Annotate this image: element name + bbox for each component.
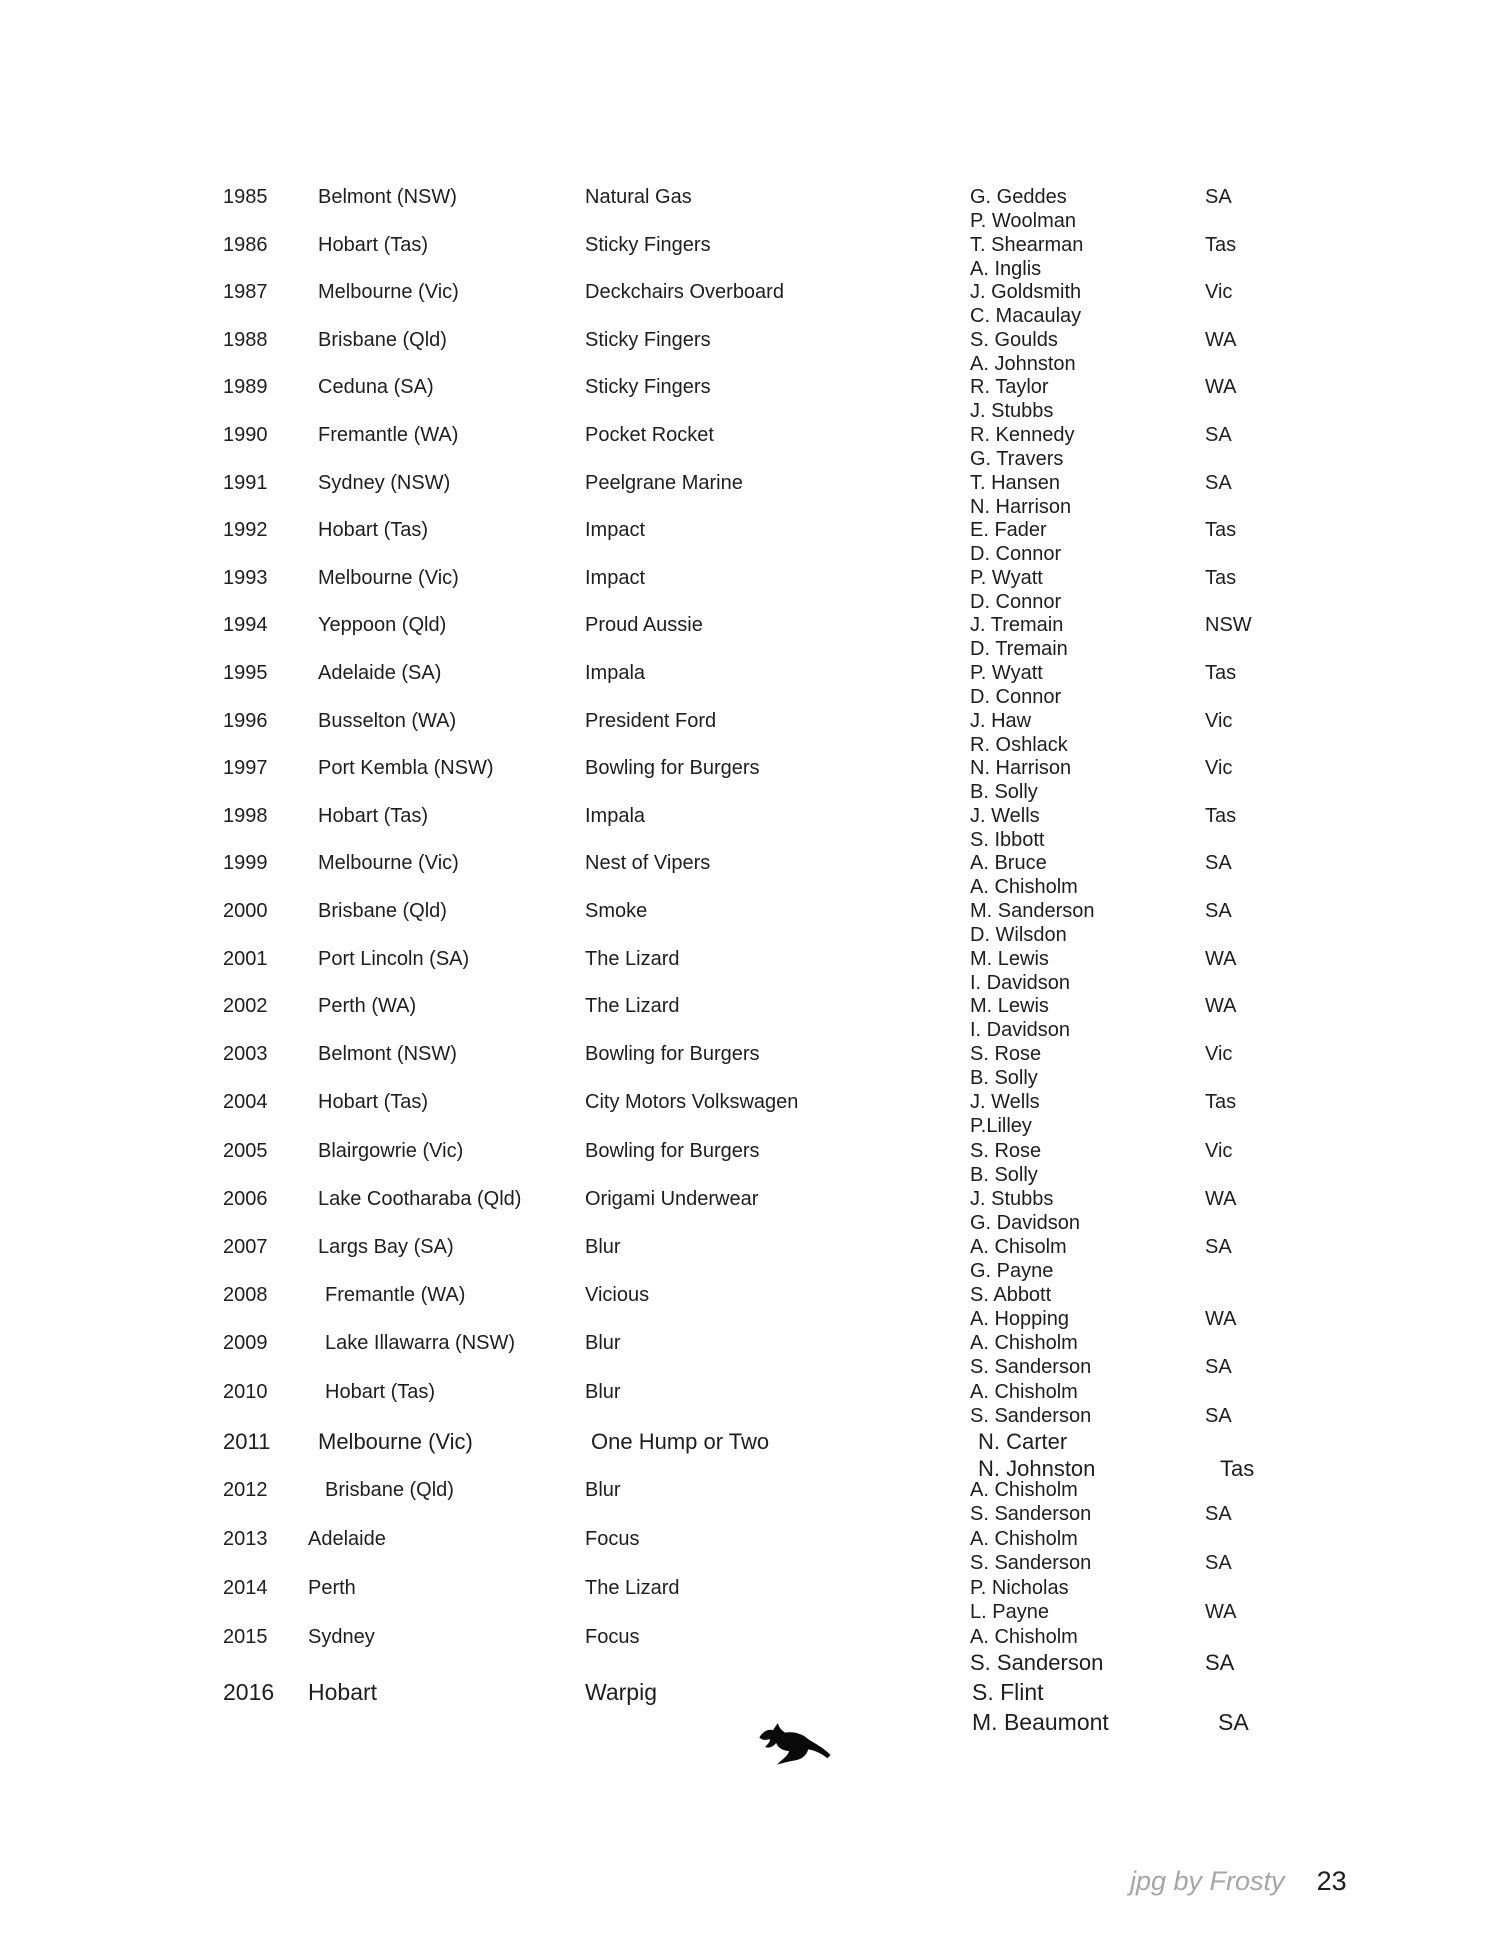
year-cell: 2008 (223, 1284, 268, 1307)
table-row (0, 566, 1500, 614)
crew-cell (970, 756, 1071, 804)
boat-name-cell: Blur (585, 1236, 621, 1259)
table-row (0, 661, 1500, 709)
boat-name-cell: Impact (585, 519, 646, 542)
crew-cell (970, 328, 1076, 376)
state-cell: SA (1205, 1404, 1232, 1427)
crew-member: N. Carter (978, 1428, 1068, 1454)
table-row (0, 1677, 1500, 1735)
state-cell: Vic (1205, 757, 1233, 780)
boat-name-cell: Vicious (585, 1284, 650, 1307)
crew-cell (970, 233, 1083, 281)
state-cell: Tas (1220, 1455, 1255, 1481)
footer (1130, 1866, 1347, 1897)
boat-name-cell: The Lizard (585, 1576, 680, 1599)
boat-name-cell: City Motors Volkswagen (585, 1091, 799, 1114)
crew-member: B. Solly (970, 1163, 1038, 1186)
location-cell: Melbourne (Vic) (318, 852, 459, 875)
year-cell: 1994 (223, 614, 268, 637)
table-row (0, 709, 1500, 757)
location-cell: Largs Bay (SA) (318, 1236, 454, 1259)
crew-cell (970, 1139, 1041, 1187)
year-cell: 1987 (223, 281, 268, 304)
crew-member: S. Sanderson (970, 1502, 1092, 1525)
crew-cell (970, 1576, 1069, 1624)
boat-name-cell: Sticky Fingers (585, 328, 711, 351)
state-cell: SA (1205, 1649, 1235, 1675)
table-row (0, 756, 1500, 804)
crew-cell (970, 566, 1061, 614)
crew-member: J. Wells (970, 804, 1040, 827)
crew-member: S. Sanderson (970, 1356, 1092, 1379)
crew-member: S. Sanderson (970, 1649, 1104, 1675)
location-cell: Hobart (Tas) (318, 1091, 429, 1114)
crew-member: S. Flint (972, 1678, 1044, 1705)
state-cell: Tas (1205, 566, 1237, 589)
crew-cell (970, 1478, 1091, 1526)
state-cell: SA (1205, 423, 1232, 446)
location-cell: Brisbane (Qld) (318, 899, 447, 922)
state-cell: SA (1205, 1502, 1232, 1525)
year-cell: 2002 (223, 995, 268, 1018)
crew-cell (970, 709, 1068, 757)
state-cell: WA (1205, 947, 1237, 970)
crew-member: P. Wyatt (970, 661, 1043, 684)
crew-cell (970, 1625, 1103, 1677)
boat-name-cell: Natural Gas (585, 186, 692, 208)
location-cell: Melbourne (Vic) (318, 281, 459, 304)
crew-member: S. Sanderson (970, 1551, 1092, 1574)
crew-member: P. Woolman (970, 210, 1076, 232)
crew-cell (970, 1527, 1091, 1575)
year-cell: 1985 (223, 186, 268, 208)
boat-name-cell: Bowling for Burgers (585, 1043, 760, 1066)
state-cell: SA (1205, 852, 1232, 875)
crew-member: A. Chisholm (970, 1527, 1078, 1550)
year-cell: 2011 (223, 1428, 271, 1454)
state-cell: WA (1205, 995, 1237, 1018)
state-cell: SA (1218, 1708, 1249, 1735)
table-row (0, 851, 1500, 899)
crew-cell (970, 899, 1095, 947)
crew-member: S. Ibbott (970, 828, 1045, 851)
location-cell: Hobart (Tas) (318, 519, 429, 542)
state-cell: WA (1205, 376, 1237, 399)
crew-member: M. Lewis (970, 947, 1049, 970)
table-row (0, 1478, 1500, 1527)
table-row (0, 1428, 1500, 1481)
crew-member: S. Sanderson (970, 1404, 1092, 1427)
boat-name-cell: Pocket Rocket (585, 423, 714, 446)
location-cell: Brisbane (Qld) (318, 328, 447, 351)
location-cell: Lake Illawarra (NSW) (325, 1332, 516, 1355)
crew-member: A. Bruce (970, 852, 1047, 875)
state-cell: SA (1205, 186, 1232, 208)
location-cell: Hobart (Tas) (325, 1380, 436, 1403)
crew-cell (978, 1428, 1095, 1482)
crew-member: J. Goldsmith (970, 281, 1082, 304)
state-cell: Tas (1205, 661, 1237, 684)
crew-cell (970, 471, 1071, 519)
state-cell: SA (1205, 1236, 1232, 1259)
crew-member: P.Lilley (970, 1115, 1032, 1138)
year-cell: 1992 (223, 519, 268, 542)
location-cell: Hobart (308, 1678, 378, 1705)
year-cell: 1986 (223, 233, 268, 256)
table-row (0, 1283, 1500, 1331)
crew-member: G. Davidson (970, 1211, 1081, 1234)
crew-cell (970, 1235, 1067, 1283)
crew-cell (970, 613, 1068, 661)
year-cell: 1995 (223, 661, 268, 684)
boat-name-cell: Impact (585, 566, 646, 589)
location-cell: Fremantle (WA) (325, 1284, 466, 1307)
table-row (0, 1090, 1500, 1138)
boat-name-cell: Peelgrane Marine (585, 471, 743, 494)
crew-member: J. Tremain (970, 614, 1064, 637)
table-row (0, 1380, 1500, 1428)
state-cell: Tas (1205, 1091, 1237, 1114)
crew-cell (970, 1090, 1040, 1138)
crew-member: A. Inglis (970, 257, 1042, 280)
table-row (0, 1625, 1500, 1677)
crew-member: S. Goulds (970, 328, 1058, 351)
crew-member: R. Kennedy (970, 423, 1075, 446)
crew-member: B. Solly (970, 1067, 1038, 1090)
crew-member: M. Beaumont (972, 1708, 1109, 1735)
location-cell: Belmont (NSW) (318, 1043, 457, 1066)
year-cell: 2001 (223, 947, 268, 970)
table-row (0, 185, 1500, 233)
location-cell: Adelaide (SA) (318, 661, 442, 684)
location-cell: Port Lincoln (SA) (318, 947, 470, 970)
state-cell: SA (1205, 1551, 1232, 1574)
table-row (0, 1331, 1500, 1379)
boat-name-cell: Sticky Fingers (585, 376, 711, 399)
table-row (0, 280, 1500, 328)
boat-name-cell: Origami Underwear (585, 1187, 759, 1210)
crew-member: N. Harrison (970, 495, 1072, 518)
table-row (0, 899, 1500, 947)
year-cell: 2007 (223, 1236, 268, 1259)
table-row (0, 1576, 1500, 1625)
year-cell: 2012 (223, 1478, 268, 1501)
table-row (0, 1139, 1500, 1187)
year-cell: 1989 (223, 376, 268, 399)
boat-name-cell: Nest of Vipers (585, 852, 711, 875)
state-cell: Vic (1205, 1043, 1233, 1066)
crew-member: R. Oshlack (970, 733, 1068, 756)
crew-member: J. Haw (970, 709, 1032, 732)
crew-cell (970, 1187, 1080, 1235)
location-cell: Melbourne (Vic) (318, 1428, 473, 1454)
crew-cell (970, 1380, 1091, 1428)
boat-name-cell: Proud Aussie (585, 614, 703, 637)
year-cell: 1990 (223, 423, 268, 446)
boat-name-cell: Blur (585, 1332, 621, 1355)
crew-member: S. Rose (970, 1043, 1042, 1066)
location-cell: Melbourne (Vic) (318, 566, 459, 589)
crew-cell (972, 1677, 1109, 1737)
state-cell: SA (1205, 899, 1232, 922)
table-row (0, 471, 1500, 519)
crew-member: L. Payne (970, 1600, 1049, 1623)
year-cell: 1993 (223, 566, 268, 589)
table-row (0, 1527, 1500, 1576)
crew-member: C. Macaulay (970, 305, 1082, 328)
location-cell: Sydney (NSW) (318, 471, 451, 494)
state-cell: Tas (1205, 233, 1237, 256)
location-cell: Hobart (Tas) (318, 804, 429, 827)
crew-member: M. Sanderson (970, 899, 1095, 922)
crew-member: P. Nicholas (970, 1576, 1069, 1599)
page-number: 23 (1316, 1866, 1347, 1896)
boat-name-cell: Blur (585, 1478, 621, 1501)
crew-member: A. Chisholm (970, 1478, 1078, 1501)
crew-member: N. Johnston (978, 1455, 1096, 1481)
year-cell: 2004 (223, 1091, 268, 1114)
crew-member: D. Connor (970, 543, 1062, 566)
state-cell: Tas (1205, 519, 1237, 542)
location-cell: Lake Cootharaba (Qld) (318, 1187, 522, 1210)
results-table (0, 185, 1500, 1735)
table-row (0, 328, 1500, 376)
location-cell: Busselton (WA) (318, 709, 457, 732)
crew-member: D. Tremain (970, 638, 1068, 661)
crew-member: T. Shearman (970, 233, 1084, 256)
state-cell: Vic (1205, 281, 1233, 304)
crew-member: A. Johnston (970, 352, 1076, 375)
boat-name-cell: One Hump or Two (591, 1428, 770, 1454)
table-row (0, 1235, 1500, 1283)
location-cell: Perth (WA) (318, 995, 417, 1018)
location-cell: Ceduna (SA) (318, 376, 434, 399)
crew-member: A. Chisholm (970, 1332, 1078, 1355)
year-cell: 2015 (223, 1625, 268, 1648)
location-cell: Perth (308, 1576, 356, 1599)
state-cell: WA (1205, 328, 1237, 351)
location-cell: Belmont (NSW) (318, 186, 457, 208)
crew-member: T. Hansen (970, 471, 1061, 494)
state-cell: SA (1205, 471, 1232, 494)
location-cell: Hobart (Tas) (318, 233, 429, 256)
crew-member: G. Geddes (970, 186, 1067, 208)
crew-cell (970, 1331, 1091, 1379)
crew-member: M. Lewis (970, 995, 1049, 1018)
state-cell: WA (1205, 1187, 1237, 1210)
crew-member: S. Rose (970, 1139, 1042, 1162)
table-row (0, 423, 1500, 471)
crew-cell (970, 1283, 1069, 1331)
crew-member: D. Wilsdon (970, 923, 1067, 946)
year-cell: 2000 (223, 899, 268, 922)
location-cell: Brisbane (Qld) (325, 1478, 454, 1501)
crew-member: A. Chisholm (970, 1625, 1078, 1648)
year-cell: 2006 (223, 1187, 268, 1210)
crew-cell (970, 851, 1078, 899)
year-cell: 2013 (223, 1527, 268, 1550)
location-cell: Blairgowrie (Vic) (318, 1139, 464, 1162)
state-cell: WA (1205, 1600, 1237, 1623)
table-row (0, 518, 1500, 566)
boat-name-cell: Warpig (585, 1678, 657, 1705)
crew-member: A. Hopping (970, 1308, 1069, 1331)
crew-cell (970, 804, 1045, 852)
location-cell: Yeppoon (Qld) (318, 614, 447, 637)
crew-member: D. Connor (970, 685, 1062, 708)
crew-member: I. Davidson (970, 1019, 1071, 1042)
state-cell: NSW (1205, 614, 1252, 637)
boat-name-cell: Impala (585, 804, 646, 827)
crew-cell (970, 518, 1061, 566)
boat-name-cell: Impala (585, 661, 646, 684)
year-cell: 1998 (223, 804, 268, 827)
table-row (0, 947, 1500, 995)
boat-name-cell: Blur (585, 1380, 621, 1403)
state-cell: Tas (1205, 804, 1237, 827)
year-cell: 1999 (223, 852, 268, 875)
crew-member: J. Stubbs (970, 400, 1054, 423)
crew-member: G. Payne (970, 1260, 1054, 1283)
table-row (0, 233, 1500, 281)
year-cell: 1988 (223, 328, 268, 351)
state-cell: Vic (1205, 1139, 1233, 1162)
year-cell: 2010 (223, 1380, 268, 1403)
crew-member: J. Wells (970, 1091, 1040, 1114)
table-row (0, 1042, 1500, 1090)
boat-name-cell: President Ford (585, 709, 717, 732)
year-cell: 1997 (223, 757, 268, 780)
boat-name-cell: The Lizard (585, 947, 680, 970)
boat-name-cell: The Lizard (585, 995, 680, 1018)
state-cell: Vic (1205, 709, 1233, 732)
boat-name-cell: Smoke (585, 899, 648, 922)
location-cell: Adelaide (308, 1527, 386, 1550)
crew-member: A. Chisholm (970, 876, 1078, 899)
year-cell: 1996 (223, 709, 268, 732)
kangaroo-icon (753, 1717, 833, 1769)
year-cell: 2016 (223, 1678, 275, 1705)
crew-cell (970, 185, 1076, 233)
crew-cell (970, 1042, 1041, 1090)
crew-member: D. Connor (970, 590, 1062, 613)
crew-member: I. Davidson (970, 971, 1071, 994)
state-cell: SA (1205, 1356, 1232, 1379)
footer-credit: jpg by Frosty (1130, 1866, 1285, 1896)
crew-cell (970, 280, 1081, 328)
crew-member: G. Travers (970, 447, 1064, 470)
state-cell: WA (1205, 1308, 1237, 1331)
location-cell: Port Kembla (NSW) (318, 757, 494, 780)
year-cell: 2003 (223, 1043, 268, 1066)
crew-member: S. Abbott (970, 1284, 1052, 1307)
boat-name-cell: Focus (585, 1527, 640, 1550)
year-cell: 2005 (223, 1139, 268, 1162)
crew-member: E. Fader (970, 519, 1047, 542)
crew-member: B. Solly (970, 781, 1038, 804)
table-row (0, 375, 1500, 423)
table-row (0, 1187, 1500, 1235)
crew-member: N. Harrison (970, 757, 1072, 780)
boat-name-cell: Deckchairs Overboard (585, 281, 784, 304)
crew-member: A. Chisholm (970, 1380, 1078, 1403)
crew-cell (970, 947, 1070, 995)
table-row (0, 613, 1500, 661)
table-row (0, 804, 1500, 852)
crew-cell (970, 994, 1070, 1042)
table-row (0, 994, 1500, 1042)
crew-cell (970, 661, 1061, 709)
boat-name-cell: Sticky Fingers (585, 233, 711, 256)
year-cell: 2014 (223, 1576, 268, 1599)
crew-member: R. Taylor (970, 376, 1049, 399)
boat-name-cell: Bowling for Burgers (585, 1139, 760, 1162)
year-cell: 2009 (223, 1332, 268, 1355)
year-cell: 1991 (223, 471, 268, 494)
boat-name-cell: Focus (585, 1625, 640, 1648)
crew-cell (970, 375, 1053, 423)
location-cell: Fremantle (WA) (318, 423, 459, 446)
location-cell: Sydney (308, 1625, 375, 1648)
crew-member: A. Chisolm (970, 1236, 1067, 1259)
crew-cell (970, 423, 1075, 471)
crew-member: J. Stubbs (970, 1187, 1054, 1210)
crew-member: P. Wyatt (970, 566, 1043, 589)
boat-name-cell: Bowling for Burgers (585, 757, 760, 780)
